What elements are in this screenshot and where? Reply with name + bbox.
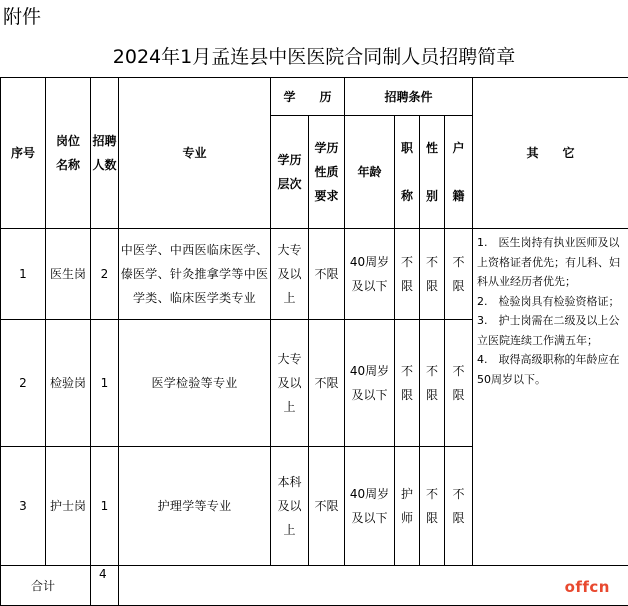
row-hukou	[445, 320, 473, 447]
row-edu-level	[271, 447, 309, 566]
other-note-1: 1. 医生岗持有执业医师及以上资格证者优先；有儿科、妇科从业经历者优先；	[477, 233, 626, 292]
row-seq: 2	[1, 320, 46, 447]
header-count-line1: 招聘	[92, 134, 116, 148]
row-edu-level-line2: 及以	[277, 376, 301, 390]
row-title	[395, 447, 420, 566]
header-count	[91, 78, 119, 229]
row-gender-line1: 不	[426, 364, 438, 378]
row-gender-line1: 不	[426, 487, 438, 501]
row-edu-level	[271, 229, 309, 320]
row-gender	[420, 229, 445, 320]
header-title-line2: 称	[401, 189, 413, 203]
row-title-line1: 不	[401, 255, 413, 269]
header-major: 专业	[119, 78, 271, 229]
row-major: 护理学等专业	[119, 447, 271, 566]
row-seq: 3	[1, 447, 46, 566]
other-note-4: 4. 取得高级职称的年龄应在50周岁以下。	[477, 350, 626, 389]
row-title-line1: 不	[401, 364, 413, 378]
header-edu-level-line2: 层次	[277, 177, 301, 191]
header-edu-nature	[309, 116, 345, 229]
header-count-line2: 人数	[92, 158, 116, 172]
row-count: 2	[91, 229, 119, 320]
row-post: 医生岗	[46, 229, 91, 320]
row-count: 1	[91, 447, 119, 566]
row-age-line1: 40周岁	[350, 487, 389, 501]
row-hukou-line1: 不	[453, 487, 465, 501]
header-row-1	[1, 78, 628, 116]
row-hukou-line1: 不	[453, 255, 465, 269]
row-age-line1: 40周岁	[350, 364, 389, 378]
total-label: 合计	[1, 566, 91, 606]
header-post-line2: 名称	[56, 158, 80, 172]
header-edu-nature-line1: 学历	[315, 141, 339, 155]
total-row	[1, 566, 628, 606]
header-hukou-line2: 籍	[453, 189, 465, 203]
row-title-line2: 限	[401, 388, 413, 402]
row-edu-level-line3: 上	[283, 523, 295, 537]
header-gender-line1: 性	[426, 141, 438, 155]
row-edu-level-line1: 本科	[277, 475, 301, 489]
row-edu-nature: 不限	[309, 229, 345, 320]
header-seq: 序号	[1, 78, 46, 229]
total-empty	[119, 566, 628, 606]
row-title	[395, 320, 420, 447]
header-age: 年龄	[345, 116, 395, 229]
row-title-line2: 师	[401, 511, 413, 525]
other-notes	[473, 229, 628, 566]
row-major: 医学检验等专业	[119, 320, 271, 447]
row-edu-level	[271, 320, 309, 447]
row-gender-line1: 不	[426, 255, 438, 269]
row-age-line2: 及以下	[352, 388, 388, 402]
header-other: 其 它	[473, 78, 628, 229]
header-title	[395, 116, 420, 229]
table-row	[1, 229, 628, 320]
row-age-line2: 及以下	[352, 511, 388, 525]
other-note-2: 2. 检验岗具有检验资格证；	[477, 292, 626, 312]
header-edu-nature-line2: 性质	[315, 165, 339, 179]
row-hukou	[445, 229, 473, 320]
header-hukou-line1: 户	[453, 141, 465, 155]
row-title-line2: 限	[401, 279, 413, 293]
row-hukou-line2: 限	[453, 511, 465, 525]
row-hukou-line1: 不	[453, 364, 465, 378]
row-edu-nature: 不限	[309, 320, 345, 447]
row-edu-level-line1: 大专	[277, 352, 301, 366]
row-title	[395, 229, 420, 320]
row-post: 检验岗	[46, 320, 91, 447]
row-hukou-line2: 限	[453, 388, 465, 402]
attachment-label: 附件	[3, 4, 41, 30]
header-edu-level-line1: 学历	[277, 153, 301, 167]
row-post: 护士岗	[46, 447, 91, 566]
header-edu-level	[271, 116, 309, 229]
header-edu-nature-line3: 要求	[315, 189, 339, 203]
header-gender	[420, 116, 445, 229]
row-edu-level-line3: 上	[283, 400, 295, 414]
row-count: 1	[91, 320, 119, 447]
row-title-line1: 护	[401, 487, 413, 501]
row-hukou-line2: 限	[453, 279, 465, 293]
header-post	[46, 78, 91, 229]
row-major: 中医学、中西医临床医学、傣医学、针灸推拿学等中医学类、临床医学类专业	[119, 229, 271, 320]
row-age	[345, 447, 395, 566]
total-value: 4	[91, 566, 119, 606]
header-conditions-group: 招聘条件	[345, 78, 473, 116]
document-title: 2024年1月孟连县中医医院合同制人员招聘简章	[0, 44, 628, 70]
row-edu-nature: 不限	[309, 447, 345, 566]
row-gender-line2: 限	[426, 511, 438, 525]
row-gender	[420, 447, 445, 566]
row-age-line1: 40周岁	[350, 255, 389, 269]
watermark: offcn	[565, 578, 610, 596]
other-note-3: 3. 护士岗需在二级及以上公立医院连续工作满五年；	[477, 311, 626, 350]
row-hukou	[445, 447, 473, 566]
row-age-line2: 及以下	[352, 279, 388, 293]
row-gender-line2: 限	[426, 279, 438, 293]
row-edu-level-line3: 上	[283, 291, 295, 305]
row-edu-level-line2: 及以	[277, 267, 301, 281]
row-gender-line2: 限	[426, 388, 438, 402]
row-gender	[420, 320, 445, 447]
header-post-line1: 岗位	[56, 134, 80, 148]
header-education-group: 学 历	[271, 78, 345, 116]
header-gender-line2: 别	[426, 189, 438, 203]
row-age	[345, 229, 395, 320]
recruitment-table	[0, 77, 628, 606]
row-edu-level-line2: 及以	[277, 499, 301, 513]
header-title-line1: 职	[401, 141, 413, 155]
header-hukou	[445, 116, 473, 229]
row-age	[345, 320, 395, 447]
row-seq: 1	[1, 229, 46, 320]
row-edu-level-line1: 大专	[277, 243, 301, 257]
